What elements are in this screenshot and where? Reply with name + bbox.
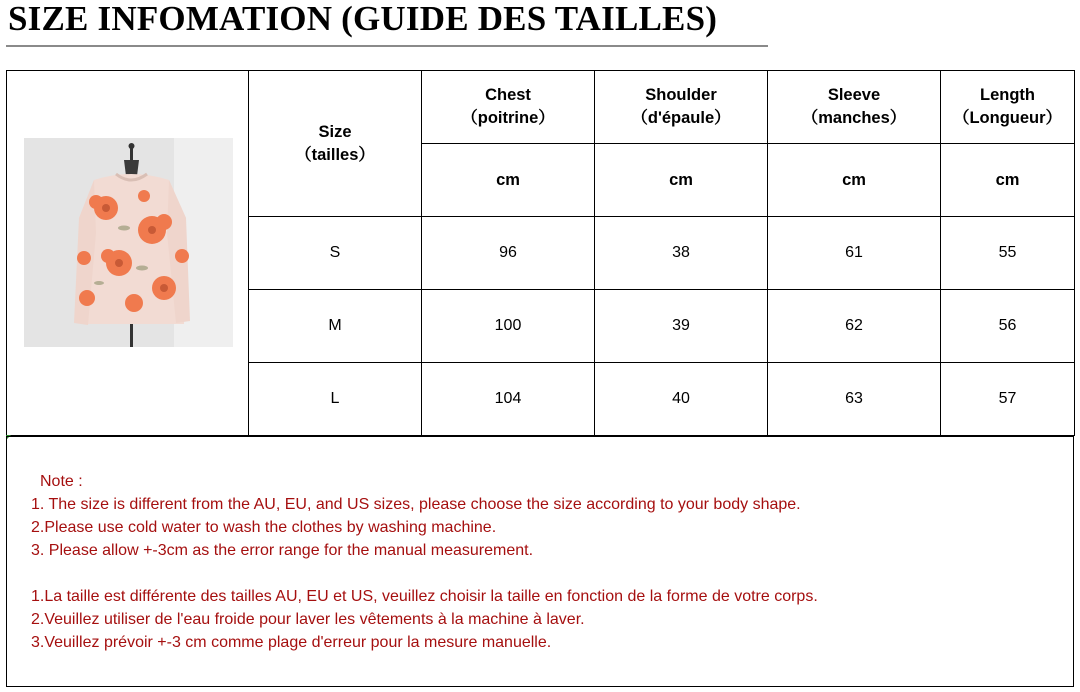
chest-header-label: Chest [485, 86, 531, 104]
size-label: S [249, 217, 422, 290]
shoulder-value: 40 [595, 363, 768, 436]
unit-sleeve: cm [768, 144, 941, 217]
chest-header [422, 71, 595, 144]
notes-box [6, 436, 1074, 687]
title-underline [6, 45, 768, 47]
sleeve-header [768, 71, 941, 144]
shoulder-header [595, 71, 768, 144]
chest-value: 104 [422, 363, 595, 436]
sleeve-header-label: Sleeve [827, 86, 881, 104]
note-fr-3: 3.Veuillez prévoir +-3 cm comme plage d'erreur pour la mesure manuelle. [31, 634, 552, 651]
length-header-label: Length [980, 86, 1035, 104]
length-header [941, 71, 1075, 144]
shoulder-value: 39 [595, 290, 768, 363]
note-en-1: 1. The size is different from the AU, EU, and US sizes, please choose the size according to your body shape. [31, 496, 801, 513]
size-header-french: （tailles） [295, 145, 375, 164]
size-label: M [249, 290, 422, 363]
size-header [249, 71, 422, 217]
note-en-3: 3. Please allow +-3cm as the error range for the manual measurement. [31, 542, 534, 559]
length-value: 56 [941, 290, 1075, 363]
length-value: 55 [941, 217, 1075, 290]
size-chart-table [6, 70, 1075, 436]
chest-value: 100 [422, 290, 595, 363]
note-fr-1: 1.La taille est différente des tailles AU, EU et US, veuillez choisir la taille en fonction de la forme de votre corps. [31, 588, 818, 605]
sleeve-value: 63 [768, 363, 941, 436]
note-heading: Note : [40, 473, 83, 490]
note-en-2: 2.Please use cold water to wash the clothes by washing machine. [31, 519, 497, 536]
shoulder-header-french: （d'épaule） [631, 109, 731, 127]
chest-value: 96 [422, 217, 595, 290]
sweater-illustration [24, 138, 233, 347]
chest-header-french: （poitrine） [461, 109, 555, 127]
unit-chest: cm [422, 144, 595, 217]
unit-length: cm [941, 144, 1075, 217]
sleeve-value: 61 [768, 217, 941, 290]
sleeve-value: 62 [768, 290, 941, 363]
shoulder-value: 38 [595, 217, 768, 290]
length-value: 57 [941, 363, 1075, 436]
length-header-french: （Longueur） [952, 109, 1063, 127]
size-header-label: Size [318, 122, 352, 141]
note-fr-2: 2.Veuillez utiliser de l'eau froide pour laver les vêtements à la machine à laver. [31, 611, 585, 628]
sleeve-header-french: （manches） [801, 109, 907, 127]
sweater-on-mannequin-photo [24, 138, 233, 347]
page-title: SIZE INFOMATION (GUIDE DES TAILLES) [8, 0, 718, 38]
unit-shoulder: cm [595, 144, 768, 217]
size-label: L [249, 363, 422, 436]
shoulder-header-label: Shoulder [645, 86, 717, 104]
product-photo-cell [7, 71, 249, 436]
